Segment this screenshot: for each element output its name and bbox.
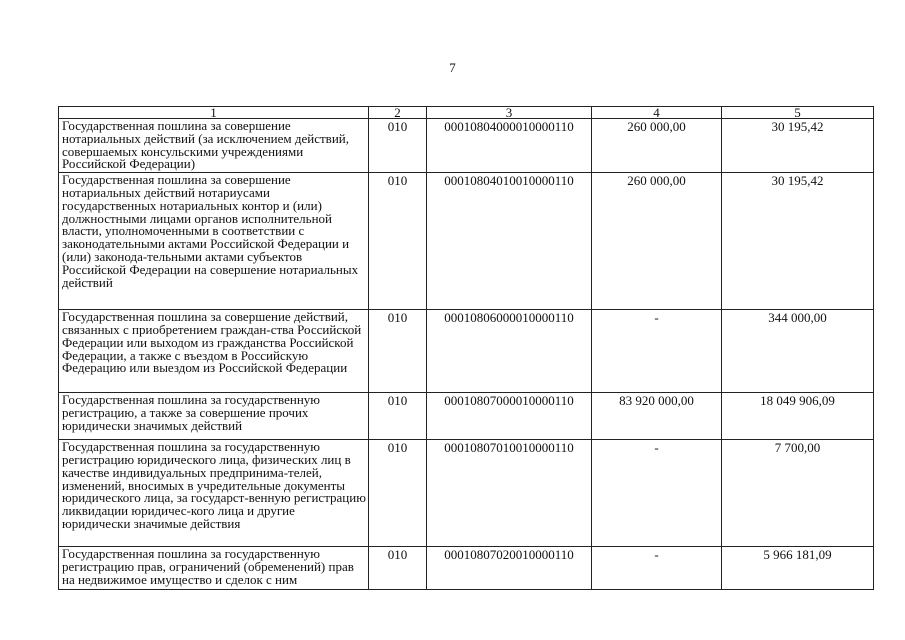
row-approved-amount: 260 000,00: [592, 119, 722, 173]
column-header-2: 2: [369, 107, 427, 119]
row-budget-code: 00010804010010000110: [427, 173, 592, 310]
row-name: Государственная пошлина за совершение нотариальных действий (за исключением действий, совершаемых консульскими учреждениями Российской Федерации): [59, 119, 369, 173]
table-row: [59, 393, 874, 440]
row-budget-code: 00010807000010000110: [427, 393, 592, 440]
column-header-1: 1: [59, 107, 369, 119]
row-approved-amount: -: [592, 440, 722, 547]
row-line-code: 010: [369, 393, 427, 440]
row-line-code: 010: [369, 547, 427, 590]
row-approved-amount: -: [592, 547, 722, 590]
column-header-5: 5: [722, 107, 874, 119]
row-line-code: 010: [369, 173, 427, 310]
table-row: [59, 310, 874, 393]
row-name: Государственная пошлина за государственную регистрацию, а также за совершение прочих юридически значимых действий: [59, 393, 369, 440]
row-executed-amount: 344 000,00: [722, 310, 874, 393]
row-executed-amount: 30 195,42: [722, 119, 874, 173]
row-name: Государственная пошлина за совершение нотариальных действий нотариусами государственных нотариальных контор и (или) должностными лицами органов исполнительной власти, уполномоченными в соответствии с законодательными актами Российской Федерации и (или) законода-тельными актами субъектов Российской Федерации на совершение нотариальных действий: [59, 173, 369, 310]
row-executed-amount: 7 700,00: [722, 440, 874, 547]
row-name: Государственная пошлина за государственную регистрацию прав, ограничений (обременений) прав на недвижимое имущество и сделок с ним: [59, 547, 369, 590]
row-budget-code: 00010806000010000110: [427, 310, 592, 393]
row-executed-amount: 18 049 906,09: [722, 393, 874, 440]
column-header-3: 3: [427, 107, 592, 119]
row-name: Государственная пошлина за совершение действий, связанных с приобретением граждан-ства Российской Федерации или выходом из гражданства Российской Федерации, а также с въездом в Российскую Федерацию или выездом из Российской Федерации: [59, 310, 369, 393]
row-approved-amount: 83 920 000,00: [592, 393, 722, 440]
row-approved-amount: -: [592, 310, 722, 393]
column-header-4: 4: [592, 107, 722, 119]
row-executed-amount: 5 966 181,09: [722, 547, 874, 590]
table-row: [59, 547, 874, 590]
row-budget-code: 00010807020010000110: [427, 547, 592, 590]
row-line-code: 010: [369, 440, 427, 547]
page-number: 7: [449, 60, 456, 75]
row-approved-amount: 260 000,00: [592, 173, 722, 310]
table-header-row: [59, 107, 874, 119]
row-name: Государственная пошлина за государственную регистрацию юридического лица, физических лиц в качестве индивидуальных предпринима-телей, изменений, вносимых в учредительные документы юридического лица, за государст-венную регистрацию ликвидации юридичес-кого лица и другие юридически значимые действия: [59, 440, 369, 547]
row-line-code: 010: [369, 310, 427, 393]
table-row: [59, 119, 874, 173]
row-budget-code: 00010804000010000110: [427, 119, 592, 173]
row-line-code: 010: [369, 119, 427, 173]
revenue-table: [58, 106, 874, 590]
row-budget-code: 00010807010010000110: [427, 440, 592, 547]
row-executed-amount: 30 195,42: [722, 173, 874, 310]
table-row: [59, 173, 874, 310]
table-row: [59, 440, 874, 547]
